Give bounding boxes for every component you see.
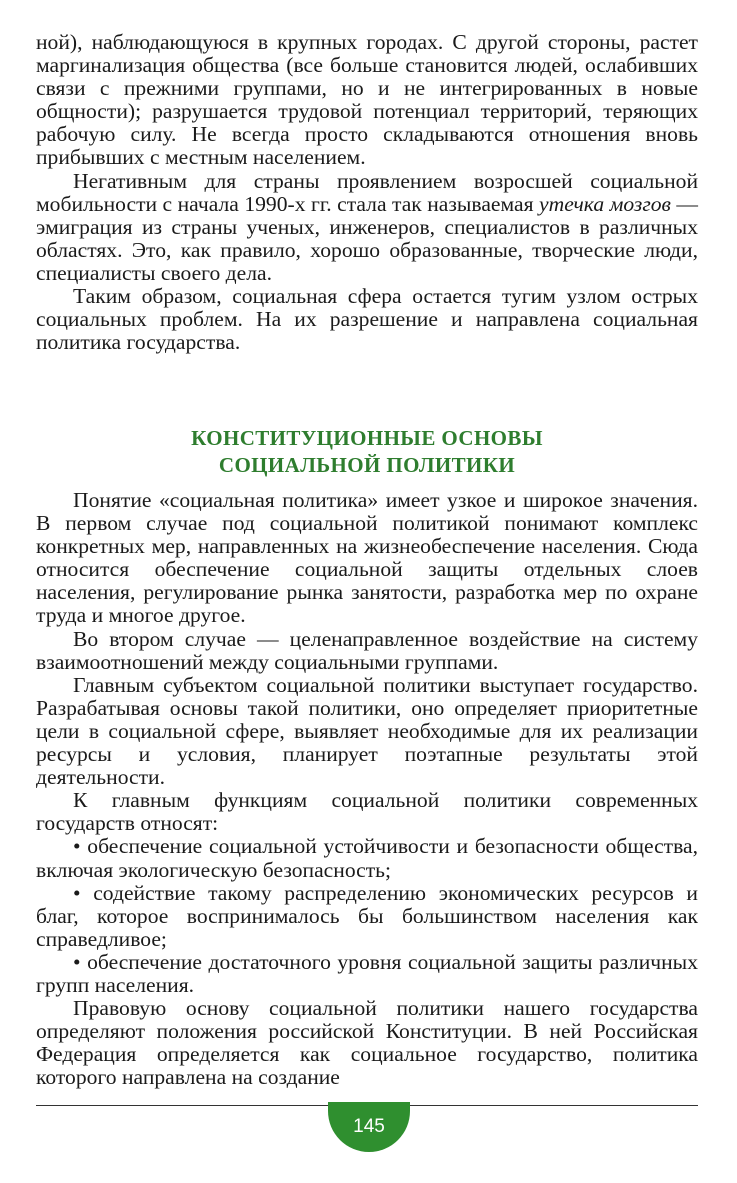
italic-term: утечка мозгов: [539, 191, 671, 216]
page-number-badge: [328, 1102, 410, 1152]
section-heading-line: КОНСТИТУЦИОННЫЕ ОСНОВЫ: [191, 426, 543, 450]
section-text-block: [36, 489, 698, 1089]
section-heading: [36, 425, 698, 479]
top-text-block: [36, 31, 698, 354]
paragraph: К главным функциям социальной политики современных государств относят:: [36, 788, 698, 836]
paragraph: Во втором случае — целенаправленное воздействие на систему взаимоотношений между социальными группами.: [36, 626, 698, 674]
bullet-item: • содействие такому распределению экономических ресурсов и благ, которое воспринималось бы большинством населения как справедливое;: [36, 880, 698, 951]
paragraph-text: Негативным для страны проявлением возросшей социальной мобильности с начала 1990-х гг. стала так называемая: [36, 168, 698, 216]
paragraph-text: — эмиграция из страны ученых, инженеров, специалистов в различных областях. Это, как правило, хорошо образованные, творческие люди, специалисты своего дела.: [36, 191, 698, 285]
paragraph: Понятие «социальная политика» имеет узкое и широкое значения. В первом случае под социальной политикой понимают комплекс конкретных мер, направленных на жизнеобеспечение населения. Сюда относится обеспечение социальной защиты отдельных слоев населения, регулирование рынка занятости, разработка мер по охране труда и многое другое.: [36, 488, 698, 628]
paragraph: Таким образом, социальная сфера остается тугим узлом острых социальных проблем. На их разрешение и направлена социальная политика государства.: [36, 284, 698, 355]
section-heading-line: СОЦИАЛЬНОЙ ПОЛИТИКИ: [218, 453, 516, 477]
paragraph: Главным субъектом социальной политики выступает государство. Разрабатывая основы такой политики, оно определяет приоритетные цели в социальной сфере, выявляет необходимые для их реализации ресурсы и условия, планирует поэтапные результаты этой деятельности.: [36, 672, 698, 790]
paragraph-brain-drain: [36, 170, 698, 285]
bullet-item: • обеспечение достаточного уровня социальной защиты различных групп населения.: [36, 949, 698, 997]
paragraph: ной), наблюдающуюся в крупных городах. С другой стороны, растет маргинализация общества (все больше становится людей, ослабивших связи с прежними группами, но и не интегрированных в новые общности); разрушается трудовой потенциал территорий, теряющих рабочую силу. Не всегда просто складываются отношения вновь прибывших с местным населением.: [36, 30, 698, 170]
paragraph: Правовую основу социальной политики нашего государства определяют положения российской Конституции. В ней Российская Федерация определяется как социальное государство, политика которого направлена на создание: [36, 996, 698, 1090]
page-number: 145: [353, 1116, 385, 1137]
bullet-item: • обеспечение социальной устойчивости и безопасности общества, включая экологическую безопасность;: [36, 834, 698, 882]
